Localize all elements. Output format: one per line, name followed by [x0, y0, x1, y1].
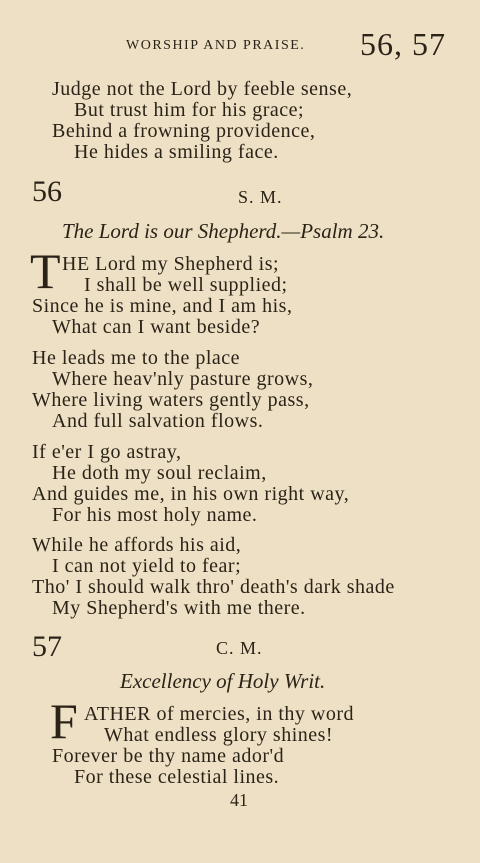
hymn-57-line-2: What endless glory shines!: [104, 724, 334, 746]
hymn-57-dropcap: F: [50, 693, 78, 749]
hymn-57-title: Excellency of Holy Writ.: [120, 669, 326, 693]
hymn-56-line-3: Since he is mine, and I am his,: [32, 295, 293, 317]
hymn-57-meter: C. M.: [216, 638, 263, 658]
intro-line-2: But trust him for his grace;: [74, 99, 305, 121]
hymn-56-line-10: He doth my soul reclaim,: [52, 462, 267, 484]
hymn-56-dropcap: T: [30, 243, 61, 299]
running-header-hymn-numbers: 56, 57: [360, 26, 446, 62]
hymn-57-number: 57: [32, 630, 62, 663]
hymn-56-line-13: While he affords his aid,: [32, 534, 242, 556]
hymn-56-line-5: He leads me to the place: [32, 347, 241, 369]
intro-line-3: Behind a frowning providence,: [52, 120, 316, 142]
hymn-56-line-2: I shall be well supplied;: [84, 274, 288, 296]
intro-line-4: He hides a smiling face.: [74, 141, 279, 163]
hymn-56-line-15: Tho' I should walk thro' death's dark shade: [32, 576, 395, 598]
hymn-56-line-12: For his most holy name.: [52, 504, 258, 526]
hymn-56-line-16: My Shepherd's with me there.: [52, 597, 306, 619]
hymn-56-line-7: Where living waters gently pass,: [32, 389, 310, 411]
hymn-56-number: 56: [32, 175, 62, 208]
hymn-56-line-6: Where heav'nly pasture grows,: [52, 368, 314, 390]
page-number: 41: [230, 790, 248, 810]
intro-line-1: Judge not the Lord by feeble sense,: [52, 78, 353, 100]
hymn-56-title: The Lord is our Shepherd.—Psalm 23.: [62, 219, 385, 243]
hymn-56-line-11: And guides me, in his own right way,: [32, 483, 350, 505]
hymn-56-line-1: HE Lord my Shepherd is;: [62, 253, 280, 275]
hymn-56-line-8: And full salvation flows.: [52, 410, 264, 432]
hymn-56-line-14: I can not yield to fear;: [52, 555, 242, 577]
hymn-56-line-9: If e'er I go astray,: [32, 441, 182, 463]
running-header-title: WORSHIP AND PRAISE.: [126, 38, 306, 53]
hymn-57-line-1: ATHER of mercies, in thy word: [84, 703, 355, 725]
hymn-56-line-4: What can I want beside?: [52, 316, 261, 338]
hymn-56-meter: S. M.: [238, 187, 283, 207]
hymn-57-line-3: Forever be thy name ador'd: [52, 745, 285, 767]
hymn-57-line-4: For these celestial lines.: [74, 766, 280, 788]
